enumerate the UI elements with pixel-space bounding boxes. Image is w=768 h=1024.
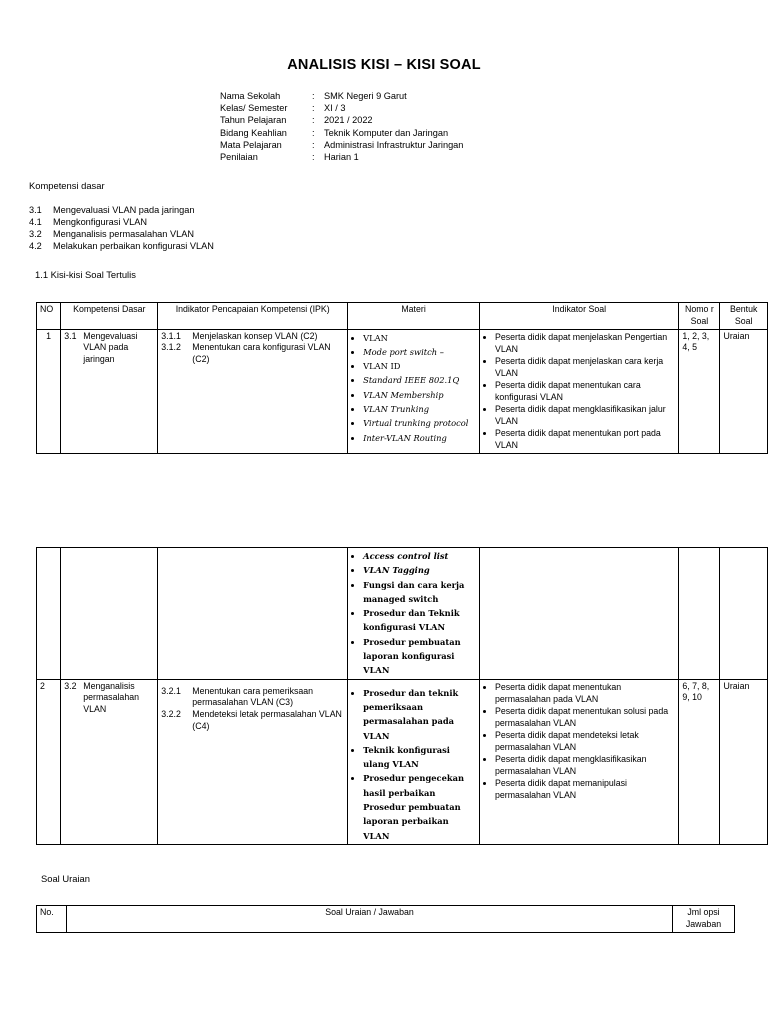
info-row-school — [220, 90, 463, 102]
indikator-item: • Peserta didik dapat mendeteksi letak permasalahan VLAN — [495, 729, 675, 753]
cell-materi — [348, 329, 480, 453]
materi-item: • Prosedur pengecekan hasil perbaikan Prosedur pembuatan laporan perbaikan VLAN — [363, 771, 476, 842]
school-info-block — [220, 90, 463, 163]
cell-nomor: 6, 7, 8, 9, 10 — [679, 679, 720, 844]
materi-item: • Prosedur dan Teknik konfigurasi VLAN — [363, 606, 476, 635]
info-value: Harian 1 — [324, 152, 359, 163]
header-soal: Soal Uraian / Jawaban — [67, 906, 673, 933]
info-value: Teknik Komputer dan Jaringan — [324, 127, 449, 138]
info-row-class — [220, 102, 463, 114]
header-bentuk: Bentuk Soal — [720, 303, 768, 330]
materi-item: • Prosedur pembuatan laporan konfigurasi VLAN — [363, 635, 476, 678]
cell-nomor: 1, 2, 3, 4, 5 — [679, 329, 720, 453]
ipk-number: 3.1.2 — [161, 342, 181, 353]
indikator-item: • Peserta didik dapat menjelaskan cara kerja VLAN — [495, 355, 675, 379]
indikator-item: • Peserta didik dapat memanipulasi permasalahan VLAN — [495, 777, 675, 801]
kompetensi-text: Melakukan perbaikan konfigurasi VLAN — [53, 241, 214, 251]
indikator-item: • Peserta didik dapat mengklasifikasikan jalur VLAN — [495, 403, 675, 427]
kompetensi-item — [29, 240, 214, 252]
header-ipk: Indikator Pencapaian Kompetensi (IPK) — [158, 303, 348, 330]
materi-item: • Fungsi dan cara kerja managed switch — [363, 578, 476, 607]
info-colon: : — [312, 115, 315, 126]
cell-no: 2 — [37, 679, 61, 844]
cell-indikator — [479, 329, 678, 453]
header-kd: Kompetensi Dasar — [61, 303, 158, 330]
kisi-table-part1 — [36, 302, 768, 454]
kompetensi-heading: Kompetensi dasar — [29, 180, 105, 191]
header-indikator: Indikator Soal — [479, 303, 678, 330]
materi-item: • Teknik konfigurasi ulang VLAN — [363, 743, 476, 772]
ipk-number: 3.2.2 — [161, 709, 181, 720]
table-row — [37, 329, 768, 453]
cell-indikator — [479, 548, 678, 680]
kompetensi-item — [29, 204, 214, 216]
materi-item: • VLAN Membership — [363, 388, 476, 402]
ipk-text: Mendeteksi letak permasalahan VLAN (C4) — [192, 709, 342, 732]
ipk-text: Menjelaskan konsep VLAN (C2) — [192, 330, 318, 341]
cell-no: 1 — [37, 329, 61, 453]
info-value: Administrasi Infrastruktur Jaringan — [324, 139, 464, 150]
indikator-item: • Peserta didik dapat mengklasifikasikan permasalahan VLAN — [495, 753, 675, 777]
kompetensi-list — [29, 204, 214, 252]
cell-ipk — [158, 679, 348, 844]
cell-bentuk — [720, 548, 768, 680]
indikator-item: • Peserta didik dapat menentukan cara konfigurasi VLAN — [495, 379, 675, 403]
materi-item: • Virtual trunking protocol — [363, 416, 476, 430]
subsection-heading: 1.1 Kisi-kisi Soal Tertulis — [35, 269, 136, 280]
cell-nomor — [679, 548, 720, 680]
materi-item: • Standard IEEE 802.1Q — [363, 373, 476, 387]
kompetensi-number: 3.2 — [29, 229, 42, 239]
header-nomor: Nomo r Soal — [679, 303, 720, 330]
ipk-text: Menentukan cara pemeriksaan permasalahan VLAN (C3) — [192, 685, 314, 708]
materi-item: • Prosedur dan teknik pemeriksaan permasalahan pada VLAN — [363, 686, 476, 743]
kd-number: 3.1 — [64, 330, 77, 341]
materi-item: • VLAN Tagging — [363, 563, 476, 577]
indikator-item: • Peserta didik dapat menjelaskan Pengertian VLAN — [495, 331, 675, 355]
cell-bentuk: Uraian — [720, 679, 768, 844]
cell-kd — [61, 679, 158, 844]
table-header-row — [37, 303, 768, 330]
kompetensi-number: 3.1 — [29, 205, 42, 215]
materi-item: • VLAN Trunking — [363, 402, 476, 416]
materi-item: • Inter-VLAN Routing — [363, 431, 476, 445]
cell-no — [37, 548, 61, 680]
soal-uraian-heading: Soal Uraian — [41, 873, 90, 884]
document-title: ANALISIS KISI – KISI SOAL — [287, 57, 481, 73]
info-colon: : — [312, 152, 315, 163]
materi-item: • VLAN — [363, 331, 476, 345]
kompetensi-text: Mengkonfigurasi VLAN — [53, 217, 147, 227]
cell-bentuk: Uraian — [720, 329, 768, 453]
cell-kd — [61, 548, 158, 680]
info-colon: : — [312, 103, 315, 114]
kd-number: 3.2 — [64, 680, 77, 691]
ipk-number: 3.1.1 — [161, 330, 181, 341]
info-label: Mata Pelajaran — [220, 139, 282, 150]
info-row-field — [220, 127, 463, 139]
info-label: Penilaian — [220, 152, 258, 163]
kompetensi-number: 4.2 — [29, 241, 42, 251]
kompetensi-item — [29, 228, 214, 240]
soal-uraian-table — [36, 905, 735, 933]
header-no: No. — [37, 906, 67, 933]
cell-kd — [61, 329, 158, 453]
materi-item: • VLAN ID — [363, 359, 476, 373]
cell-ipk — [158, 548, 348, 680]
info-value: XI / 3 — [324, 103, 346, 114]
info-row-assessment — [220, 151, 463, 163]
kd-text: Menganalisis permasalahan VLAN — [83, 680, 139, 715]
materi-item: • Mode port switch – — [363, 345, 476, 359]
header-materi: Materi — [348, 303, 480, 330]
materi-item: • Access control list — [363, 549, 476, 563]
kompetensi-item — [29, 216, 214, 228]
info-row-subject — [220, 139, 463, 151]
cell-materi — [348, 548, 480, 680]
info-label: Bidang Keahlian — [220, 127, 287, 138]
kompetensi-text: Mengevaluasi VLAN pada jaringan — [53, 205, 195, 215]
info-row-year — [220, 114, 463, 126]
info-value: SMK Negeri 9 Garut — [324, 91, 407, 101]
header-jml-opsi: Jml opsi Jawaban — [673, 906, 735, 933]
info-colon: : — [312, 139, 315, 150]
cell-ipk — [158, 329, 348, 453]
kisi-table-part2 — [36, 547, 768, 845]
indikator-item: • Peserta didik dapat menentukan port pada VLAN — [495, 427, 675, 451]
info-colon: : — [312, 127, 315, 138]
info-label: Kelas/ Semester — [220, 103, 288, 114]
cell-materi — [348, 679, 480, 844]
cell-indikator — [479, 679, 678, 844]
indikator-item: • Peserta didik dapat menentukan solusi pada permasalahan VLAN — [495, 705, 675, 729]
table-row — [37, 679, 768, 844]
indikator-item: • Peserta didik dapat menentukan permasalahan pada VLAN — [495, 681, 675, 705]
info-value: 2021 / 2022 — [324, 115, 373, 126]
table-header-row — [37, 906, 735, 933]
info-label: Nama Sekolah — [220, 91, 281, 101]
kd-text: Mengevaluasi VLAN pada jaringan — [83, 330, 138, 365]
ipk-text: Menentukan cara konfigurasi VLAN (C2) — [192, 342, 331, 365]
info-colon: : — [312, 91, 315, 101]
table-row — [37, 548, 768, 680]
ipk-number: 3.2.1 — [161, 685, 181, 696]
kompetensi-text: Menganalisis permasalahan VLAN — [53, 229, 194, 239]
kompetensi-number: 4.1 — [29, 217, 42, 227]
info-label: Tahun Pelajaran — [220, 115, 287, 126]
header-no: NO — [37, 303, 61, 330]
